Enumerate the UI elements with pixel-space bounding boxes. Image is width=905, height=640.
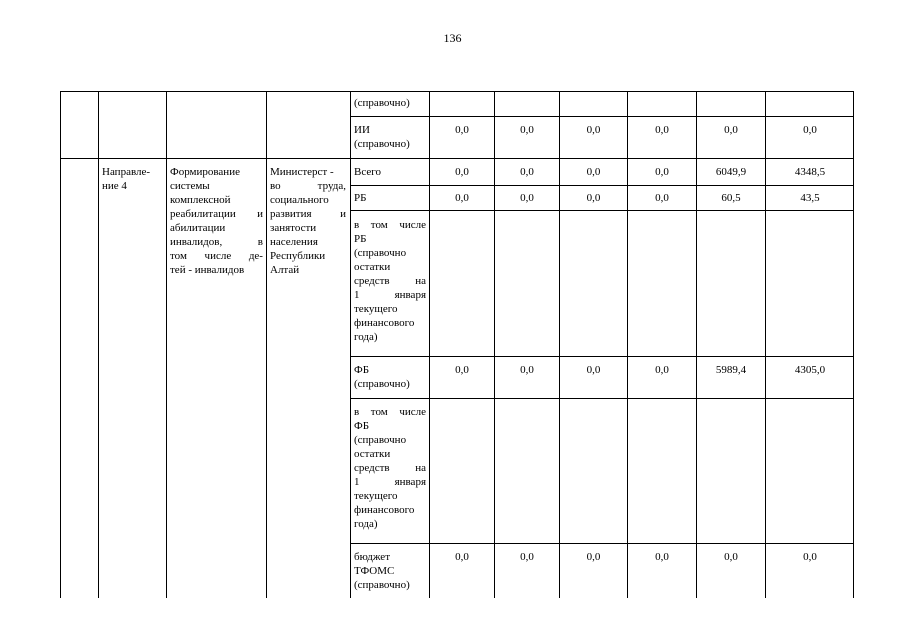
value-tfoms-1: 0,0 xyxy=(455,551,469,563)
source-vsego: Всего xyxy=(354,166,381,178)
value-tfoms-4: 0,0 xyxy=(655,551,669,563)
value-fb-3: 0,0 xyxy=(586,364,601,376)
value-ii-4: 0,0 xyxy=(655,124,669,136)
source-ii: ИИ (справочно) xyxy=(354,124,410,150)
value-vsego-2: 0,0 xyxy=(520,166,534,178)
goal-text: Формирование системы комплексной реабилитации и абилитации инвалидов, в том числе де- тей - инвалидов xyxy=(170,166,263,276)
source-fb: ФБ (справочно) xyxy=(354,364,410,390)
source-tfoms: бюджет ТФОМС (справочно) xyxy=(354,551,410,591)
value-rb-3: 0,0 xyxy=(586,192,601,204)
value-tfoms-6: 0,0 xyxy=(803,551,817,563)
direction-label: Направле- ние 4 xyxy=(102,166,151,192)
goal-line-6: инвалидов, в xyxy=(170,236,263,248)
value-ii-3: 0,0 xyxy=(586,124,601,136)
value-ii-2: 0,0 xyxy=(520,124,534,136)
value-fb-4: 0,0 xyxy=(655,364,669,376)
value-vsego-6: 4348,5 xyxy=(794,166,826,178)
value-rb-4: 0,0 xyxy=(655,192,669,204)
value-tfoms-2: 0,0 xyxy=(520,551,534,563)
value-ii-5: 0,0 xyxy=(724,124,738,136)
source-rb: РБ xyxy=(354,192,367,204)
value-rb-2: 0,0 xyxy=(520,192,534,204)
value-vsego-1: 0,0 xyxy=(455,166,469,178)
executor-text: Министерст - во труда, социального развития и занятости населения Республики Алтай xyxy=(270,166,346,276)
source-rb-remains: в том числе РБ (справочно остатки средств на 1 января текущего финансового года) xyxy=(354,219,426,343)
value-rb-5: 60,5 xyxy=(721,192,741,204)
value-rb-1: 0,0 xyxy=(455,192,469,204)
value-tfoms-3: 0,0 xyxy=(586,551,601,563)
value-fb-2: 0,0 xyxy=(520,364,534,376)
executor-line-4: развития и xyxy=(270,208,346,220)
executor-line-2: во труда, xyxy=(270,180,346,192)
value-tfoms-5: 0,0 xyxy=(724,551,738,563)
goal-line-7: том числе де- xyxy=(170,250,263,262)
value-fb-1: 0,0 xyxy=(455,364,469,376)
value-ii-6: 0,0 xyxy=(803,124,817,136)
value-vsego-5: 6049,9 xyxy=(715,166,747,178)
value-rb-6: 43,5 xyxy=(800,192,820,204)
value-fb-6: 4305,0 xyxy=(794,364,826,376)
value-ii-1: 0,0 xyxy=(455,124,469,136)
source-fb-remains: в том числе ФБ (справочно остатки средств на 1 января текущего финансового года) xyxy=(354,406,426,530)
value-vsego-3: 0,0 xyxy=(586,166,601,178)
value-fb-5: 5989,4 xyxy=(715,364,747,376)
goal-line-4: реабилитации и xyxy=(170,208,263,220)
page-number: 136 xyxy=(443,31,462,45)
source-continuation: (справочно) xyxy=(354,97,410,109)
value-vsego-4: 0,0 xyxy=(655,166,669,178)
